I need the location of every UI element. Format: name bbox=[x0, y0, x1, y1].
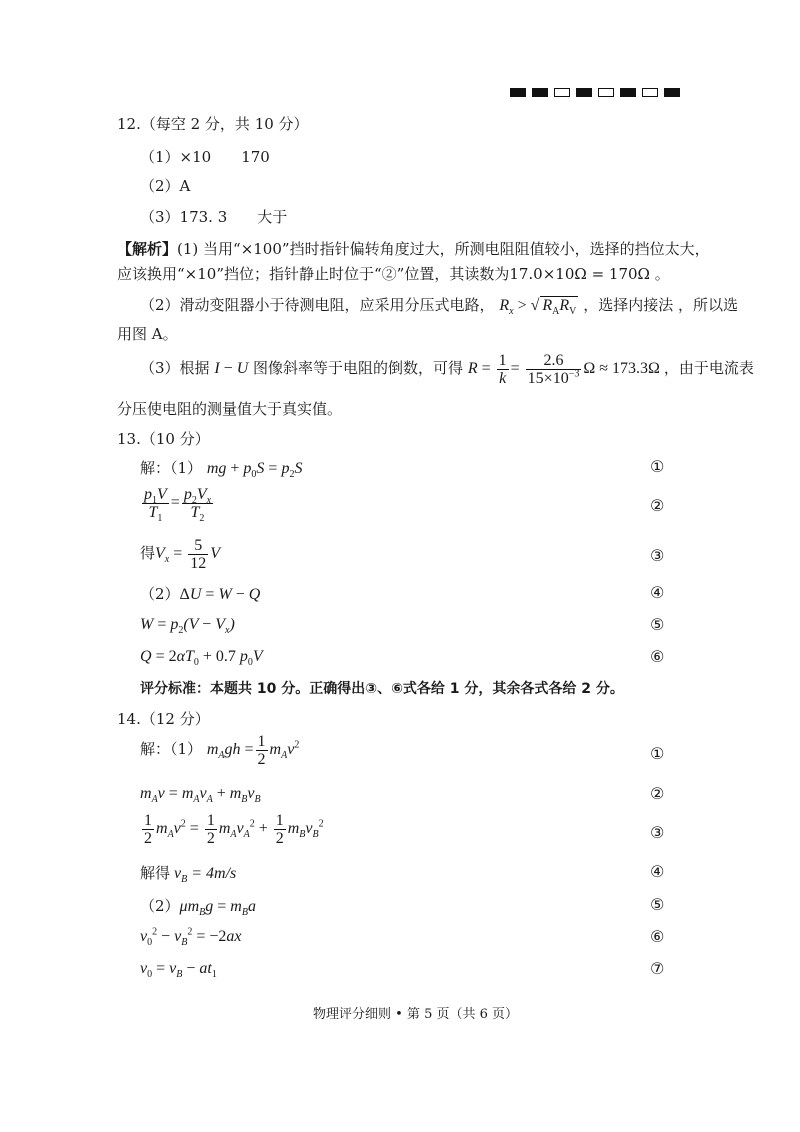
eq-number: ⑤ bbox=[650, 895, 665, 914]
analysis-tag: 【解析】 bbox=[117, 240, 178, 258]
q12-title: 12.（每空 2 分，共 10 分） bbox=[117, 115, 309, 133]
eq-number: ⑥ bbox=[650, 647, 665, 666]
q12-part2-line2: 用图 A。 bbox=[117, 325, 178, 343]
q12-answer-3: （3）173. 3 大于 bbox=[140, 208, 288, 226]
q13-title: 13.（10 分） bbox=[117, 430, 210, 448]
eq-number: ⑤ bbox=[650, 615, 665, 634]
header-mark bbox=[532, 88, 548, 97]
eq-number: ⑦ bbox=[650, 959, 665, 978]
q14-eq7: $v_0 = v_B - at_1$ bbox=[140, 960, 217, 981]
q12-answer-2: （2）A bbox=[140, 177, 191, 195]
q14-eq3: $\frac{1}{2}$ $m_Av^2$ = $\frac{1}{2}$ $m_Av_A^2$ + $\frac{1}{2}$ $m_Bv_B^2$ bbox=[144, 812, 324, 847]
q13-eq4: （2）ΔU = W − Q bbox=[140, 585, 261, 603]
q12-analysis-line2: 应该换用“×10”挡位；指针静止时位于“②”位置，其读数为17.0×10Ω = 170Ω 。 bbox=[117, 265, 670, 283]
q14-eq6: $v_0^2 - v_B^2 = -2ax$ bbox=[140, 926, 242, 949]
q14-eq5: $(2)\mu m_Bg = m_Ba$ bbox=[140, 897, 256, 919]
header-mark bbox=[598, 88, 614, 97]
header-mark bbox=[664, 88, 680, 97]
iu-formula: I − U bbox=[214, 360, 249, 378]
eq-number: ③ bbox=[650, 823, 665, 842]
q13-eq5: $W = p_2(V - V_x)$ bbox=[140, 616, 235, 637]
header-mark bbox=[576, 88, 592, 97]
q14-eq4: 解得 $v_B = 4m/s$ bbox=[140, 864, 237, 886]
q12-part3-line1: （3）根据 I − U 图像斜率等于电阻的倒数，可得 R = $\frac{1}{k}$ = $\frac{2.6}{15\times 10^{-3}}$ Ω ≈ 173.3Ω ，由于电流表 bbox=[140, 352, 754, 387]
eq-number: ② bbox=[650, 496, 665, 515]
page-footer: 物理评分细则 • 第 5 页（共 6 页） bbox=[313, 1007, 519, 1022]
q12-answer-1: （1）×10 170 bbox=[140, 148, 270, 166]
eq-number: ③ bbox=[650, 546, 665, 565]
q13-eq1: 解：（1） mg + $p_0S = p_2S$ bbox=[140, 459, 303, 481]
q12-part2-line1: （2）滑动变阻器小于待测电阻，应采用分压式电路， $R_x$ > √ $R_AR_V$ ，选择内接法 ，所以选 bbox=[140, 296, 738, 318]
eq-number: ① bbox=[650, 457, 665, 476]
eq-number: ④ bbox=[650, 583, 665, 602]
eq-number: ④ bbox=[650, 862, 665, 881]
q13-eq6: $Q = 2\alpha T_0 + 0.7$ $p_0V$ bbox=[140, 648, 263, 669]
q13-eq3: 得$V_x$ = $\frac{5}{12}$ V bbox=[140, 537, 221, 572]
resistance-formula: R = $\frac{1}{k}$ = $\frac{2.6}{15\times 10^{-3}}$ Ω ≈ 173.3Ω bbox=[467, 352, 660, 387]
eq-number: ⑥ bbox=[650, 927, 665, 946]
q14-title: 14.（12 分） bbox=[117, 710, 210, 728]
eq-number: ② bbox=[650, 784, 665, 803]
eq-number: ① bbox=[650, 744, 665, 763]
q12-analysis-line1 bbox=[117, 238, 710, 259]
header-mark bbox=[642, 88, 658, 97]
q14-eq2: $m_Av = m_Av_A + m_Bv_B$ bbox=[140, 785, 261, 806]
q12-part3-line2: 分压使电阻的测量值大于真实值。 bbox=[117, 400, 343, 418]
inequality-formula: $R_x$ > √ $R_AR_V$ bbox=[499, 297, 577, 318]
header-mark bbox=[510, 88, 526, 97]
q13-eq2: $\frac{p_1V}{T_1}$ = $\frac{p_2V_x}{T_2}$ bbox=[144, 486, 212, 525]
header-mark bbox=[620, 88, 636, 97]
header-mark bbox=[554, 88, 570, 97]
q13-scoring-note: 评分标准：本题共 10 分。正确得出③、⑥式各给 1 分，其余各式各给 2 分。 bbox=[140, 681, 624, 697]
header-marks bbox=[510, 88, 680, 99]
analysis-text: (1) 当用“×100”挡时指针偏转角度过大，所测电阻阻值较小，选择的挡位太大， bbox=[177, 240, 710, 258]
q14-eq1: 解：（1） $m_Agh$ = $\frac{1}{2}$ $m_Av^2$ bbox=[140, 733, 300, 768]
